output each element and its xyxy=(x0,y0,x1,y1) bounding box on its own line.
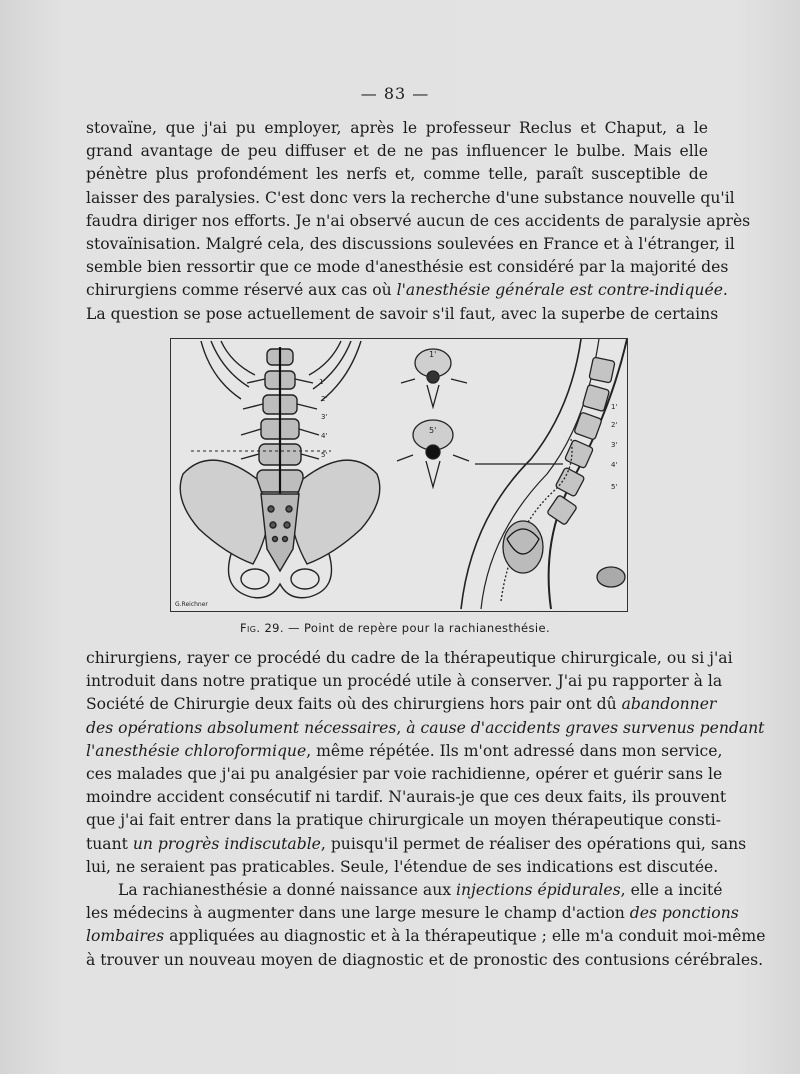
page-number: — 83 — xyxy=(360,84,430,103)
text-line: tuant un progrès indiscutable, puisqu'il permet de réaliser des opérations qui, sans xyxy=(86,834,747,853)
figure-illustration xyxy=(171,339,627,611)
section-label: 5' xyxy=(611,483,618,491)
text-line: laisser des paralysies. C'est donc vers la recherche d'une substance nouvelle qu'il xyxy=(86,188,735,207)
italic-phrase: l'anesthésie générale est contre-indiquée. xyxy=(396,281,728,300)
text-line: moindre accident consécutif ni tardif. N'aurais-je que ces deux faits, ils prouvent xyxy=(86,788,727,807)
vertebra-label: 4' xyxy=(321,432,328,440)
paragraph-top xyxy=(86,117,751,326)
vertebra-label: 3' xyxy=(321,413,328,421)
text-line: chirurgiens comme réservé aux cas où l'anesthésie générale est contre-indiquée. xyxy=(86,281,728,300)
text-line: La question se pose actuellement de savoir s'il faut, avec la superbe de certains xyxy=(86,304,719,323)
section-label: 4' xyxy=(611,461,618,469)
detail-bottom-label: 5' xyxy=(429,426,437,435)
text-line: faudra diriger nos efforts. Je n'ai observé aucun de ces accidents de paralysie après xyxy=(86,211,751,230)
text-line: des opérations absolument nécessaires, à cause d'accidents graves survenus pendant xyxy=(86,718,765,737)
detail-top-label: 1' xyxy=(429,350,437,359)
text-line: stovaïne, que j'ai pu employer, après le professeur Reclus et Chaput, a le xyxy=(86,119,708,137)
illustrator-signature: G.Reichner xyxy=(175,601,208,608)
text-line: que j'ai fait entrer dans la pratique chirurgicale un moyen thérapeutique consti- xyxy=(86,811,722,830)
text-line: semble bien ressortir que ce mode d'anesthésie est considéré par la majorité des xyxy=(86,258,729,277)
figure-caption xyxy=(0,621,790,635)
sagittal-section-drawing xyxy=(461,339,627,609)
text-line: Société de Chirurgie deux faits où des chirurgiens hors pair ont dû abandonner xyxy=(86,695,717,714)
text-line: grand avantage de peu diffuser et de ne pas influencer le bulbe. Mais elle xyxy=(86,142,708,161)
section-label: 1' xyxy=(611,403,618,411)
text-line: l'anesthésie chloroformique, même répétée. Ils m'ont adressé dans mon service, xyxy=(86,741,723,760)
vertebra-label: 2' xyxy=(321,395,328,403)
figure-label: Fig. 29. xyxy=(239,621,284,635)
text-line: pénètre plus profondément les nerfs et, comme telle, paraît susceptible de xyxy=(86,165,708,184)
vertebra-label: 5' xyxy=(321,451,328,459)
vertebra-label: 1' xyxy=(319,378,326,386)
text-line: à trouver un nouveau moyen de diagnostic et de pronostic des contusions cérébrales. xyxy=(86,950,764,969)
text-line: ces malades que j'ai pu analgésier par voie rachidienne, opérer et guérir sans le xyxy=(86,765,723,784)
paragraph-bottom xyxy=(86,647,766,972)
section-label: 2' xyxy=(611,421,618,429)
text-line: lombaires appliquées au diagnostic et à la thérapeutique ; elle m'a conduit moi-même xyxy=(86,927,766,946)
text-line: chirurgiens, rayer ce procédé du cadre de la thérapeutique chirurgicale, ou si j'ai xyxy=(86,649,733,667)
text-line: lui, ne seraient pas praticables. Seule, l'étendue de ses indications est discutée. xyxy=(86,857,719,876)
figure-caption-text: — Point de repère pour la rachianesthésie. xyxy=(288,621,551,635)
section-label: 3' xyxy=(611,441,618,449)
text-line: introduit dans notre pratique un procédé utile à conserver. J'ai pu rapporter à la xyxy=(86,672,723,691)
anatomical-figure xyxy=(170,338,628,612)
text-line: les médecins à augmenter dans une large mesure le champ d'action des ponctions xyxy=(86,904,739,923)
pelvis-drawing xyxy=(180,341,380,598)
text-line: La rachianesthésie a donné naissance aux injections épidurales, elle a incité xyxy=(118,881,723,900)
text-line: stovaïnisation. Malgré cela, des discussions soulevées en France et à l'étranger, il xyxy=(86,235,735,254)
